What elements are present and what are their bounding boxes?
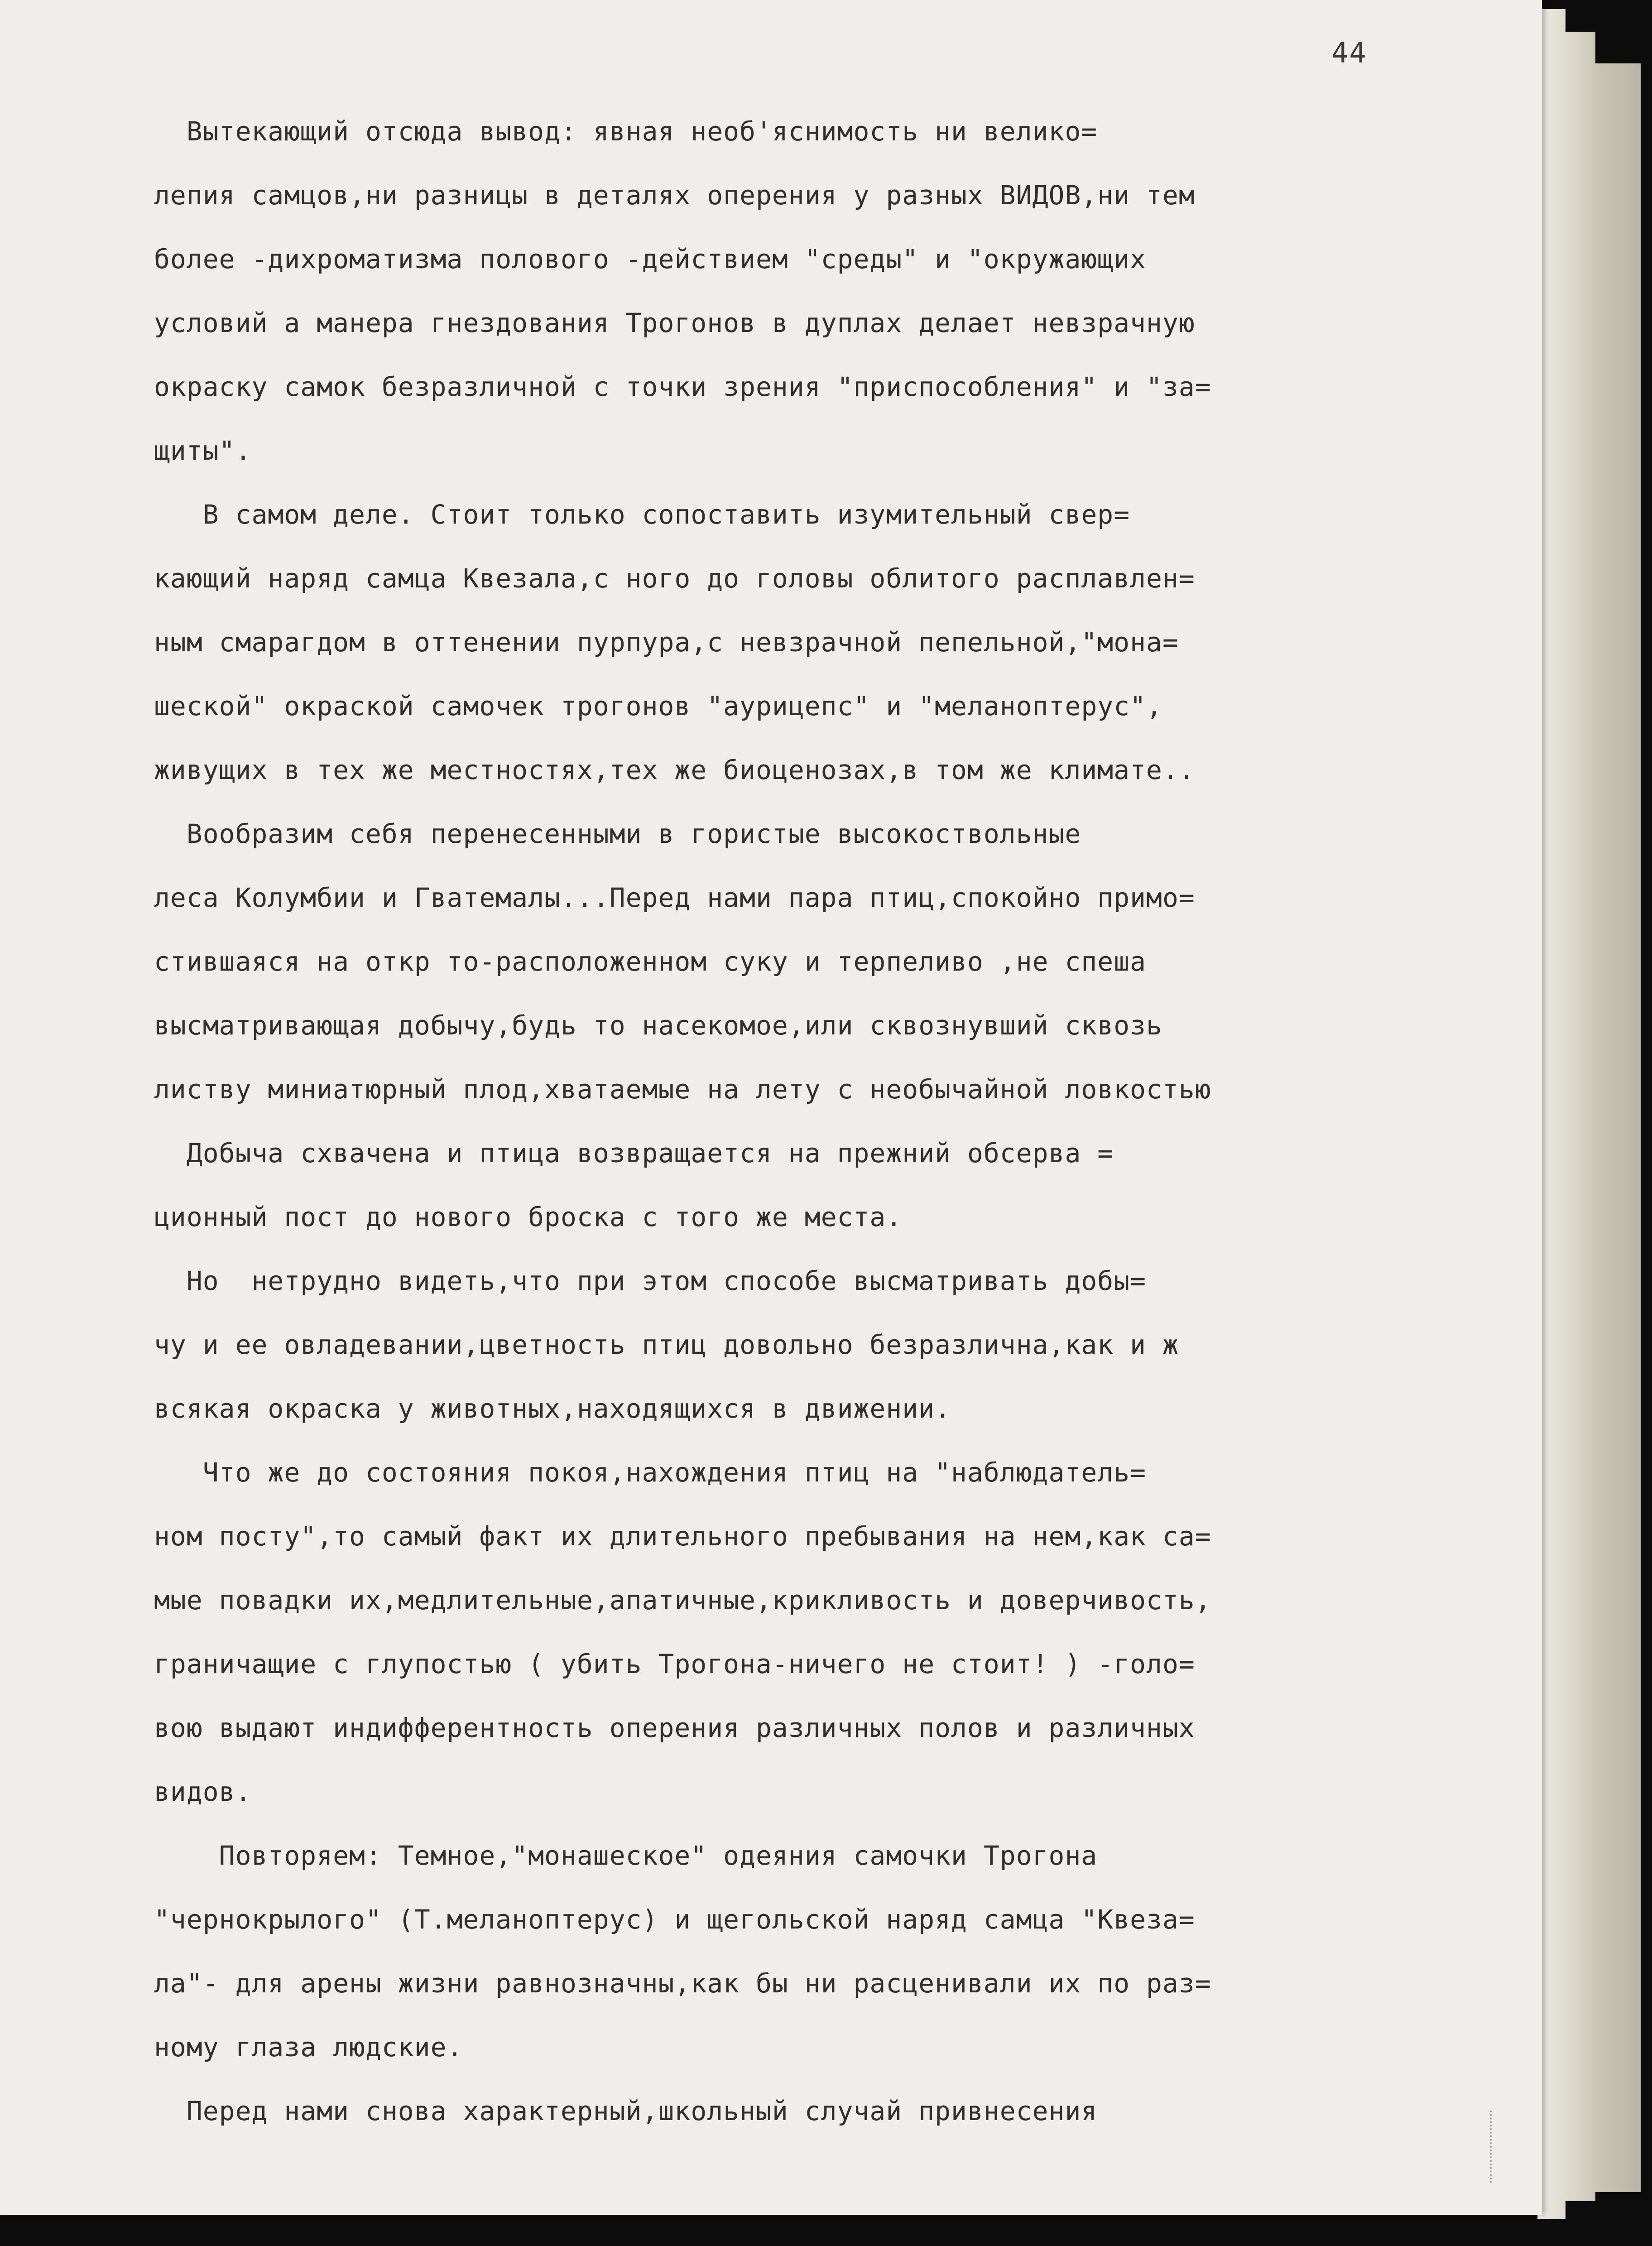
- text-line: В самом деле. Стоит только сопоставить изумительный свер=: [154, 499, 1130, 530]
- text-line: Вообразим себя перенесенными в гористые высокоствольные: [154, 818, 1081, 849]
- text-line: щиты".: [154, 435, 252, 466]
- page-number: 44: [1331, 36, 1367, 69]
- text-line: "чернокрылого" (Т.меланоптерус) и щегольской наряд самца "Квеза=: [154, 1904, 1195, 1935]
- text-line: ному глаза людские.: [154, 2032, 463, 2063]
- text-line: всякая окраска у животных,находящихся в движении.: [154, 1393, 951, 1424]
- text-line: шеской" окраской самочек трогонов "аурицепс" и "меланоптерус",: [154, 691, 1162, 721]
- text-line: видов.: [154, 1776, 252, 1807]
- text-line: лепия самцов,ни разницы в деталях оперения у разных ВИДОВ,ни тем: [154, 180, 1195, 211]
- text-line: Вытекающий отсюда вывод: явная необ'яснимость ни велико=: [154, 116, 1098, 147]
- text-line: ционный пост до нового броска с того же места.: [154, 1202, 903, 1232]
- text-line: Но нетрудно видеть,что при этом способе высматривать добы=: [154, 1265, 1147, 1296]
- text-line: условий а манера гнездования Трогонов в дуплах делает невзрачную: [154, 308, 1195, 338]
- text-line: ла"- для арены жизни равнозначны,как бы ни расценивали их по раз=: [154, 1968, 1211, 1999]
- text-line: Добыча схвачена и птица возвращается на прежний обсерва =: [154, 1138, 1114, 1169]
- text-line: кающий наряд самца Квезала,с ного до головы облитого расплавлен=: [154, 563, 1195, 594]
- text-line: живущих в тех же местностях,тех же биоценозах,в том же климате..: [154, 755, 1195, 785]
- text-line: мые повадки их,медлительные,апатичные,крикливость и доверчивость,: [154, 1585, 1211, 1616]
- text-line: ном посту",то самый факт их длительного пребывания на нем,как са=: [154, 1521, 1211, 1552]
- text-line: леса Колумбии и Гватемалы...Перед нами пара птиц,спокойно примо=: [154, 882, 1195, 913]
- text-line: окраску самок безразличной с точки зрения "приспособления" и "за=: [154, 371, 1211, 402]
- text-line: высматривающая добычу,будь то насекомое,или сквознувший сквозь: [154, 1010, 1162, 1041]
- text-line: более -дихроматизма полового -действием "среды" и "окружающих: [154, 244, 1147, 274]
- text-line: ным смарагдом в оттенении пурпура,с невзрачной пепельной,"мона=: [154, 627, 1179, 658]
- text-line: граничащие с глупостью ( убить Трогона-ничего не стоит! ) -голо=: [154, 1649, 1195, 1679]
- body-text: [154, 100, 1490, 2143]
- text-line: чу и ее овладевании,цветность птиц довольно безразлична,как и ж: [154, 1329, 1179, 1360]
- text-line: Перед нами снова характерный,школьный случай привнесения: [154, 2096, 1098, 2126]
- text-line: вою выдают индифферентность оперения различных полов и различных: [154, 1712, 1195, 1743]
- text-line: листву миниатюрный плод,хватаемые на лету с необычайной ловкостью: [154, 1074, 1211, 1105]
- text-line: Что же до состояния покоя,нахождения птиц на "наблюдатель=: [154, 1457, 1147, 1488]
- text-line: стившаяся на откр то-расположенном суку и терпеливо ,не спеша: [154, 946, 1147, 977]
- text-line: Повторяем: Темное,"монашеское" одеяния самочки Трогона: [154, 1840, 1098, 1871]
- margin-mark: [1485, 2111, 1492, 2183]
